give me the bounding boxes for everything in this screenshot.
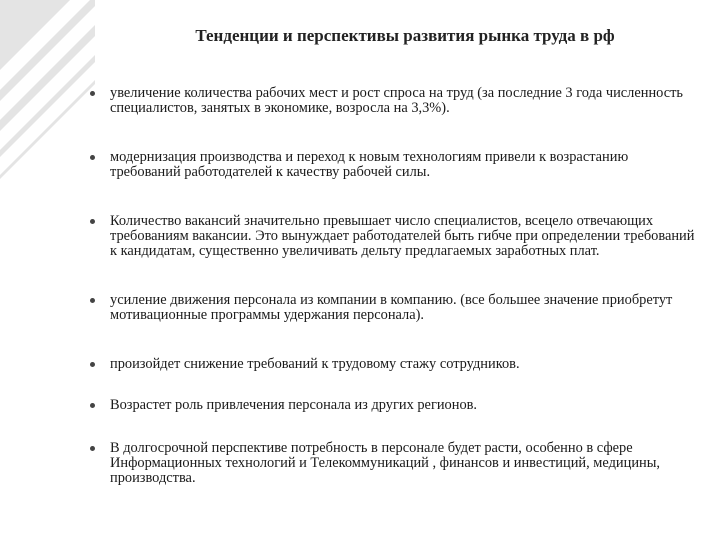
bullet-icon: [90, 403, 95, 408]
decorative-corner-pattern: [0, 0, 95, 540]
list-item-text: модернизация производства и переход к новым технологиям привели к возрастанию требований работодателей к качеству рабочей силы.: [110, 149, 629, 180]
slide-title: Тенденции и перспективы развития рынка труда в рф: [195, 26, 615, 45]
list-item-text: произойдет снижение требований к трудовому стажу сотрудников.: [110, 356, 520, 372]
list-item: [90, 86, 698, 116]
list-item-text: увеличение количества рабочих мест и рост спроса на труд (за последние 3 года численность специалистов, занятых в экономике, возросла на 3,3%).: [110, 85, 683, 116]
list-item-text: В долгосрочной перспективе потребность в персонале будет расти, особенно в сфере Информационных технологий и Телекоммуникаций , финансов и инвестиций, медицины, производства.: [110, 440, 660, 486]
list-item-text: усиление движения персонала из компании в компанию. (все большее значение приобретут мотивационные программы удержания персонала).: [110, 292, 673, 323]
bullet-icon: [90, 362, 95, 367]
list-item: [90, 214, 698, 259]
bullet-icon: [90, 446, 95, 451]
bullet-icon: [90, 155, 95, 160]
list-item-text: Количество вакансий значительно превышает число специалистов, всецело отвечающих требованиям вакансии. Это вынуждает работодателей быть гибче при определении требований к кандидатам, существенно увеличивать дельту предлагаемых заработных плат.: [110, 213, 695, 259]
list-item: [90, 293, 698, 323]
list-item: [90, 357, 698, 372]
list-item: [90, 398, 698, 413]
list-item: [90, 441, 698, 486]
bullet-icon: [90, 298, 95, 303]
list-item: [90, 150, 698, 180]
list-item-text: Возрастет роль привлечения персонала из других регионов.: [110, 397, 478, 413]
bullet-list: [90, 86, 698, 486]
bullet-icon: [90, 219, 95, 224]
bullet-icon: [90, 91, 95, 96]
